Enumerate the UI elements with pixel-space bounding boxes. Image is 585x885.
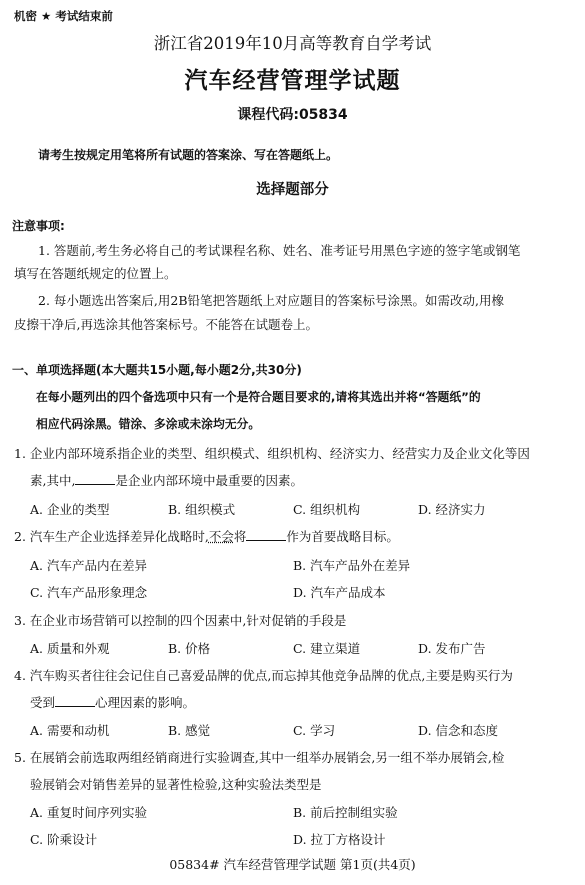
- q1-stem-text-b: 是企业内部环境中最重要的因素。: [115, 473, 303, 488]
- answer-instruction: 请考生按规定用笔将所有试题的答案涂、写在答题纸上。: [38, 148, 339, 162]
- q2-emphasis: 不会: [208, 529, 234, 544]
- q1-stem-line-2: [30, 471, 303, 489]
- subject-title: 汽车经营管理学试题: [184, 68, 401, 94]
- q5-option-d: D. 拉丁方格设计: [293, 832, 386, 847]
- q2-stem-text-c: 作为首要战略目标。: [286, 529, 399, 544]
- q2-stem-line-1: [14, 527, 399, 545]
- q5-stem-line-1: 5. 在展销会前选取两组经销商进行实验调查,其中一组举办展销会,另一组不举办展销会,检: [14, 750, 505, 765]
- q5-stem-line-2: 验展销会对销售差异的显著性检验,这种实验法类型是: [30, 777, 322, 792]
- q4-stem-line-2: [30, 693, 195, 711]
- q5-option-a: A. 重复时间序列实验: [30, 805, 147, 820]
- notes-title: 注意事项:: [12, 219, 65, 233]
- note-2-line-2: 皮擦干净后,再选涂其他答案标号。不能答在试题卷上。: [14, 317, 318, 332]
- part-1-desc-line-1: 在每小题列出的四个备选项中只有一个是符合题目要求的,请将其选出并将“答题纸”的: [36, 390, 481, 404]
- q2-answer-blank: [246, 528, 286, 541]
- section-title: 选择题部分: [256, 182, 329, 198]
- q4-answer-blank: [55, 694, 95, 707]
- q3-option-d: D. 发布广告: [418, 641, 486, 656]
- q2-option-b: B. 汽车产品外在差异: [293, 558, 411, 573]
- exam-title: 浙江省2019年10月高等教育自学考试: [153, 34, 432, 53]
- q3-option-b: B. 价格: [168, 641, 211, 656]
- note-1-line-1: 1. 答题前,考生务必将自己的考试课程名称、姓名、准考证号用黑色字迹的签字笔或钢笔: [38, 243, 521, 258]
- note-1-line-2: 填写在答题纸规定的位置上。: [14, 266, 177, 281]
- q3-option-c: C. 建立渠道: [293, 641, 361, 656]
- q2-option-a: A. 汽车产品内在差异: [30, 558, 147, 573]
- q1-option-c: C. 组织机构: [293, 502, 361, 517]
- q2-option-c: C. 汽车产品形象理念: [30, 585, 148, 600]
- q4-option-c: C. 学习: [293, 723, 336, 738]
- q4-stem-text-b: 心理因素的影响。: [95, 695, 196, 710]
- q2-stem-text-a: 2. 汽车生产企业选择差异化战略时,: [14, 529, 209, 544]
- course-code: 课程代码:05834: [237, 107, 348, 123]
- part-1-title: 一、单项选择题(本大题共15小题,每小题2分,共30分): [12, 363, 302, 377]
- confidential-label: 机密 ★ 考试结束前: [14, 9, 113, 23]
- q1-option-a: A. 企业的类型: [30, 502, 110, 517]
- q1-stem-text-a: 素,其中,: [30, 473, 76, 488]
- q5-option-c: C. 阶乘设计: [30, 832, 98, 847]
- q4-stem-line-1: 4. 汽车购买者往往会记住自己喜爱品牌的优点,而忘掉其他竞争品牌的优点,主要是购买行为: [14, 668, 513, 683]
- q5-option-b: B. 前后控制组实验: [293, 805, 398, 820]
- q2-stem-text-b: 将: [233, 529, 247, 544]
- q1-answer-blank: [75, 472, 115, 485]
- q1-option-d: D. 经济实力: [418, 502, 486, 517]
- page-footer: 05834# 汽车经营管理学试题 第1页(共4页): [169, 857, 416, 872]
- q1-stem-line-1: 1. 企业内部环境系指企业的类型、组织模式、组织机构、经济实力、经营实力及企业文化等因: [14, 446, 530, 461]
- q4-option-b: B. 感觉: [168, 723, 211, 738]
- q2-option-d: D. 汽车产品成本: [293, 585, 386, 600]
- note-2-line-1: 2. 每小题选出答案后,用2B铅笔把答题纸上对应题目的答案标号涂黑。如需改动,用橡: [38, 293, 504, 308]
- part-1-desc-line-2: 相应代码涂黑。错涂、多涂或未涂均无分。: [36, 417, 261, 431]
- q3-stem-line-1: 3. 在企业市场营销可以控制的四个因素中,针对促销的手段是: [14, 613, 347, 628]
- q4-stem-text-a: 受到: [30, 695, 56, 710]
- q3-option-a: A. 质量和外观: [30, 641, 110, 656]
- q1-option-b: B. 组织模式: [168, 502, 236, 517]
- q4-option-a: A. 需要和动机: [30, 723, 110, 738]
- q4-option-d: D. 信念和态度: [418, 723, 499, 738]
